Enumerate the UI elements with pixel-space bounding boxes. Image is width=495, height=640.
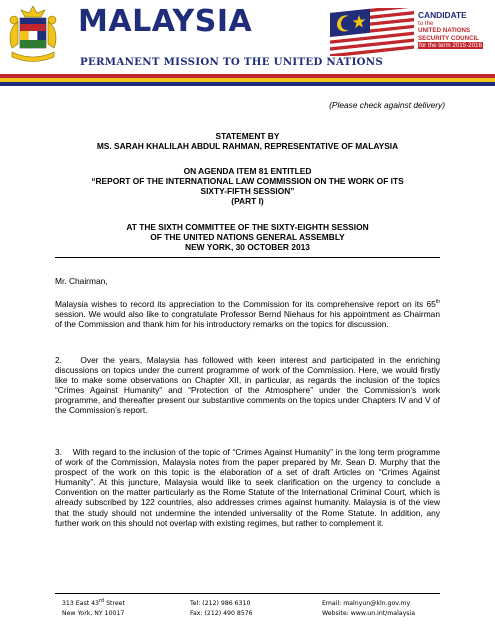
footer-fax: Fax: (212) 490 8576 xyxy=(190,610,253,617)
statement-heading xyxy=(55,131,440,151)
heading-line: (PART I) xyxy=(231,196,264,206)
heading-line: MS. SARAH KHALILAH ABDUL RAHMAN, REPRESENTATIVE OF MALAYSIA xyxy=(96,141,399,151)
candidacy-line: SECURITY COUNCIL xyxy=(418,34,480,42)
paragraph-text: 2. Over the years, Malaysia has followed with keen interest and participated in the enriching discussions on topics under the current programme of work of the Commission. Here, we would firstly like to make some observations on Chapter XII, in particular, as regards the inclusion of the topics “Crimes Against Humanity” and “Protection of the Atmosphere” under the Commission’s work programme, and thereafter present our substantive comments on the topics under Chapters IV and V of the Commission’s report. xyxy=(55,355,440,416)
heading-line: “REPORT OF THE INTERNATIONAL LAW COMMISSION ON THE WORK OF ITS xyxy=(91,176,404,186)
footer-address-line: Street xyxy=(104,600,125,607)
footer-city: New York, NY 10017 xyxy=(62,610,125,617)
agenda-heading xyxy=(55,166,440,206)
paragraph-3 xyxy=(55,447,440,528)
paragraph-2 xyxy=(55,355,440,416)
heading-line: STATEMENT BY xyxy=(215,131,280,141)
candidacy-term: for the term 2015-2016 xyxy=(419,42,482,50)
footer-phone xyxy=(190,599,253,619)
heading-line: ON AGENDA ITEM 81 ENTITLED xyxy=(183,166,312,176)
footer-divider xyxy=(55,593,440,594)
paragraph-1 xyxy=(55,299,440,329)
heading-line: OF THE UNITED NATIONS GENERAL ASSEMBLY xyxy=(150,232,345,242)
letterhead-title: MALAYSIA xyxy=(78,4,253,39)
heading-line: NEW YORK, 30 OCTOBER 2013 xyxy=(185,242,310,252)
stripe-blue xyxy=(0,82,495,86)
footer-address xyxy=(62,599,125,619)
candidacy-line: UNITED NATIONS xyxy=(418,27,471,35)
heading-line: AT THE SIXTH COMMITTEE OF THE SIXTY-EIGHTH SESSION xyxy=(126,222,369,232)
paragraph-text: session. We would also like to congratulate Professor Bernd Niehaus for his appointment as Chairman of the Commission and thank him for his introductory remarks on the topics for discussion. xyxy=(55,309,440,330)
letterhead-subtitle: PERMANENT MISSION TO THE UNITED NATIONS xyxy=(80,56,384,68)
candidacy-notice xyxy=(418,10,483,50)
ordinal-suffix: th xyxy=(435,299,440,306)
salutation: Mr. Chairman, xyxy=(55,276,108,286)
malaysia-flag-icon xyxy=(330,8,414,56)
heading-divider xyxy=(55,257,440,258)
letterhead-stripes xyxy=(0,74,495,86)
heading-line: SIXTY-FIFTH SESSION” xyxy=(200,186,295,196)
paragraph-text: Malaysia wishes to record its appreciation to the Commission for its comprehensive report on its 65 xyxy=(55,299,436,309)
candidacy-line: to the xyxy=(418,20,434,27)
footer-email-link[interactable]: Email: malnyun@kln.gov.my xyxy=(322,600,411,607)
footer-address-line: 313 East 43 xyxy=(62,600,99,607)
delivery-note: (Please check against delivery) xyxy=(329,100,445,110)
paragraph-text: 3. With regard to the inclusion of the topic of “Crimes Against Humanity” in the long term programme of work of the Commission, Malaysia notes from the paper prepared by Mr. Sean D. Murphy that the prospect of the work on this topic is the elaboration of a set of draft Articles on “Crimes Against Humanity”. At this juncture, Malaysia would like to seek clarification on the urgency to conclude a Convention on the matter particularly as the Rome Statute of the International Criminal Court, which is already subscribed by 122 countries, also addresses crimes against humanity. Malaysia is of the view that the study should not undermine the intended universality of the Rome Statute. In addition, any further work on this should not overlap with existing regimes, but rather to complement it. xyxy=(55,447,440,528)
footer-website-link[interactable]: Website: www.un.int/malaysia xyxy=(322,610,415,617)
candidacy-heading: CANDIDATE xyxy=(418,10,467,20)
session-heading xyxy=(55,222,440,252)
footer-tel: Tel: (212) 986 6310 xyxy=(190,600,251,607)
coat-of-arms-emblem xyxy=(4,4,62,68)
ordinal-suffix: rd xyxy=(98,597,105,604)
footer-contact xyxy=(322,599,415,619)
